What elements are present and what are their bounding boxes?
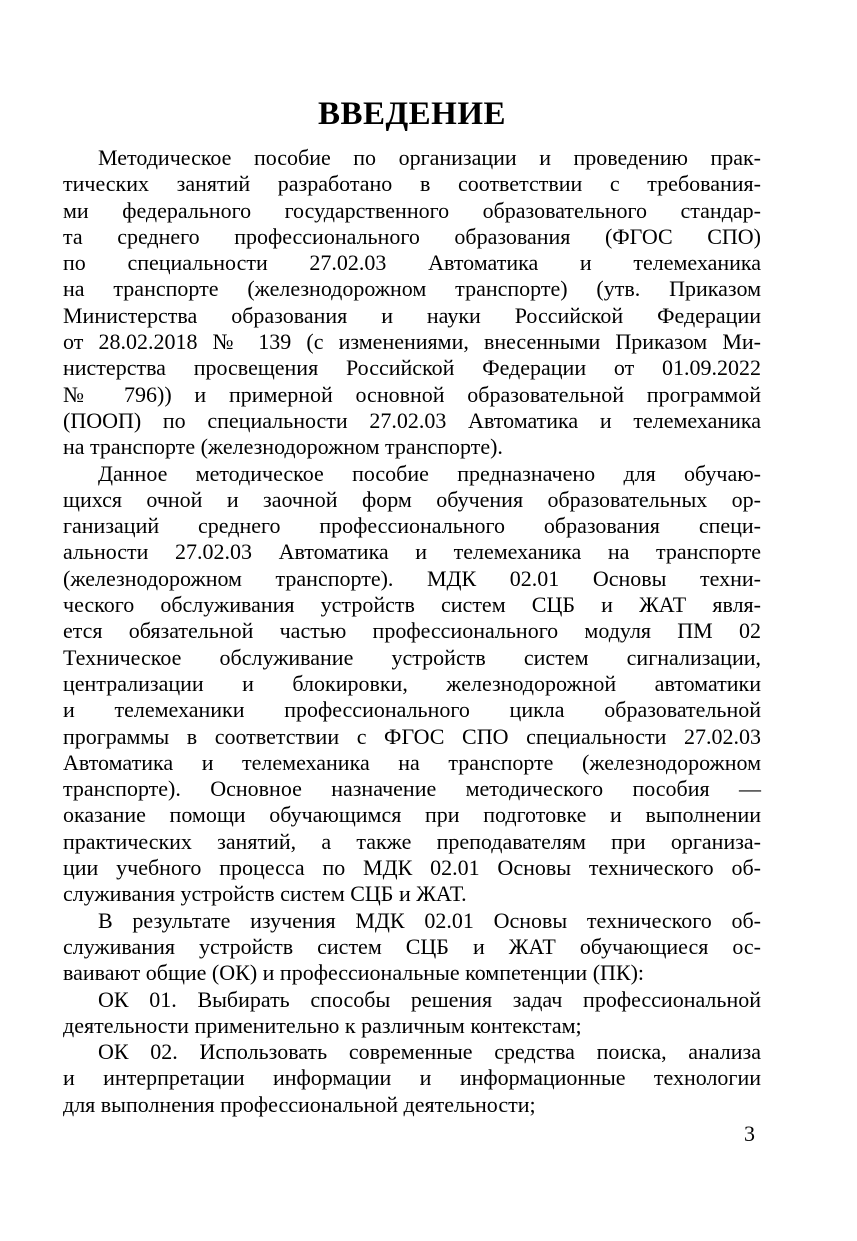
text-line: служивания устройств систем СЦБ и ЖАТ. <box>63 881 467 907</box>
body-text <box>63 145 761 1118</box>
chapter-title: ВВЕДЕНИЕ <box>317 96 507 132</box>
paragraph <box>63 1039 761 1118</box>
text-line: ОК 02. Использовать современные средства поиска, анализа <box>98 1039 761 1065</box>
text-line: (ПООП) по специальности 27.02.03 Автоматика и телемеханика <box>63 407 761 433</box>
paragraph <box>63 461 761 908</box>
text-line: нистерства просвещения Российской Федерации от 01.09.2022 <box>63 355 761 381</box>
text-line: Автоматика и телемеханика на транспорте (железнодорожном <box>63 749 761 775</box>
text-line: Министерства образования и науки Российской Федерации <box>63 302 761 328</box>
text-line: программы в соответствии с ФГОС СПО специальности 27.02.03 <box>63 723 761 749</box>
text-line: служивания устройств систем СЦБ и ЖАТ обучающиеся ос- <box>63 933 761 959</box>
text-line: № 796)) и примерной основной образовательной программой <box>63 381 761 407</box>
text-line: щихся очной и заочной форм обучения образовательных ор- <box>63 486 761 512</box>
text-line: централизации и блокировки, железнодорожной автоматики <box>63 670 761 696</box>
text-line: и интерпретации информации и информационные технологии <box>63 1065 761 1091</box>
text-line: ваивают общие (ОК) и профессиональные компетенции (ПК): <box>63 960 645 986</box>
text-line: Методическое пособие по организации и проведению прак- <box>98 145 761 170</box>
paragraph <box>63 145 761 461</box>
text-line: (железнодорожном транспорте). МДК 02.01 Основы техни- <box>63 565 761 591</box>
text-line: ции учебного процесса по МДК 02.01 Основы технического об- <box>63 855 761 881</box>
text-line: В результате изучения МДК 02.01 Основы технического об- <box>98 907 761 933</box>
text-line: деятельности применительно к различным контекстам; <box>63 1012 582 1038</box>
page-number: 3 <box>744 1121 755 1146</box>
text-line: практических занятий, а также преподавателям при организа- <box>63 828 761 854</box>
text-line: альности 27.02.03 Автоматика и телемеханика на транспорте <box>63 539 761 565</box>
paragraph <box>63 908 761 987</box>
text-line: по специальности 27.02.03 Автоматика и телемеханика <box>63 250 761 276</box>
text-line: тических занятий разработано в соответствии с требования- <box>63 171 761 197</box>
text-line: ОК 01. Выбирать способы решения задач профессиональной <box>98 986 761 1012</box>
paragraph <box>63 987 761 1040</box>
text-line: оказание помощи обучающимся при подготовке и выполнении <box>63 802 761 828</box>
text-line: и телемеханики профессионального цикла образовательной <box>63 697 761 723</box>
text-line: Техническое обслуживание устройств систем сигнализации, <box>63 644 761 670</box>
text-column <box>63 96 761 1118</box>
text-line: транспорте). Основное назначение методического пособия — <box>63 776 761 802</box>
text-line: на транспорте (железнодорожном транспорте). <box>63 434 503 460</box>
text-line: та среднего профессионального образования (ФГОС СПО) <box>63 223 761 249</box>
text-line: для выполнения профессиональной деятельности; <box>63 1091 536 1117</box>
text-line: ми федерального государственного образовательного стандар- <box>63 197 761 223</box>
text-line: ганизаций среднего профессионального образования специ- <box>63 513 761 539</box>
text-line: Данное методическое пособие предназначено для обучаю- <box>98 460 761 486</box>
text-line: ческого обслуживания устройств систем СЦБ и ЖАТ явля- <box>63 592 761 618</box>
text-line: ется обязательной частью профессионального модуля ПМ 02 <box>63 618 761 644</box>
text-line: на транспорте (железнодорожном транспорте) (утв. Приказом <box>63 276 761 302</box>
text-line: от 28.02.2018 № 139 (с изменениями, внесенными Приказом Ми- <box>63 329 761 355</box>
